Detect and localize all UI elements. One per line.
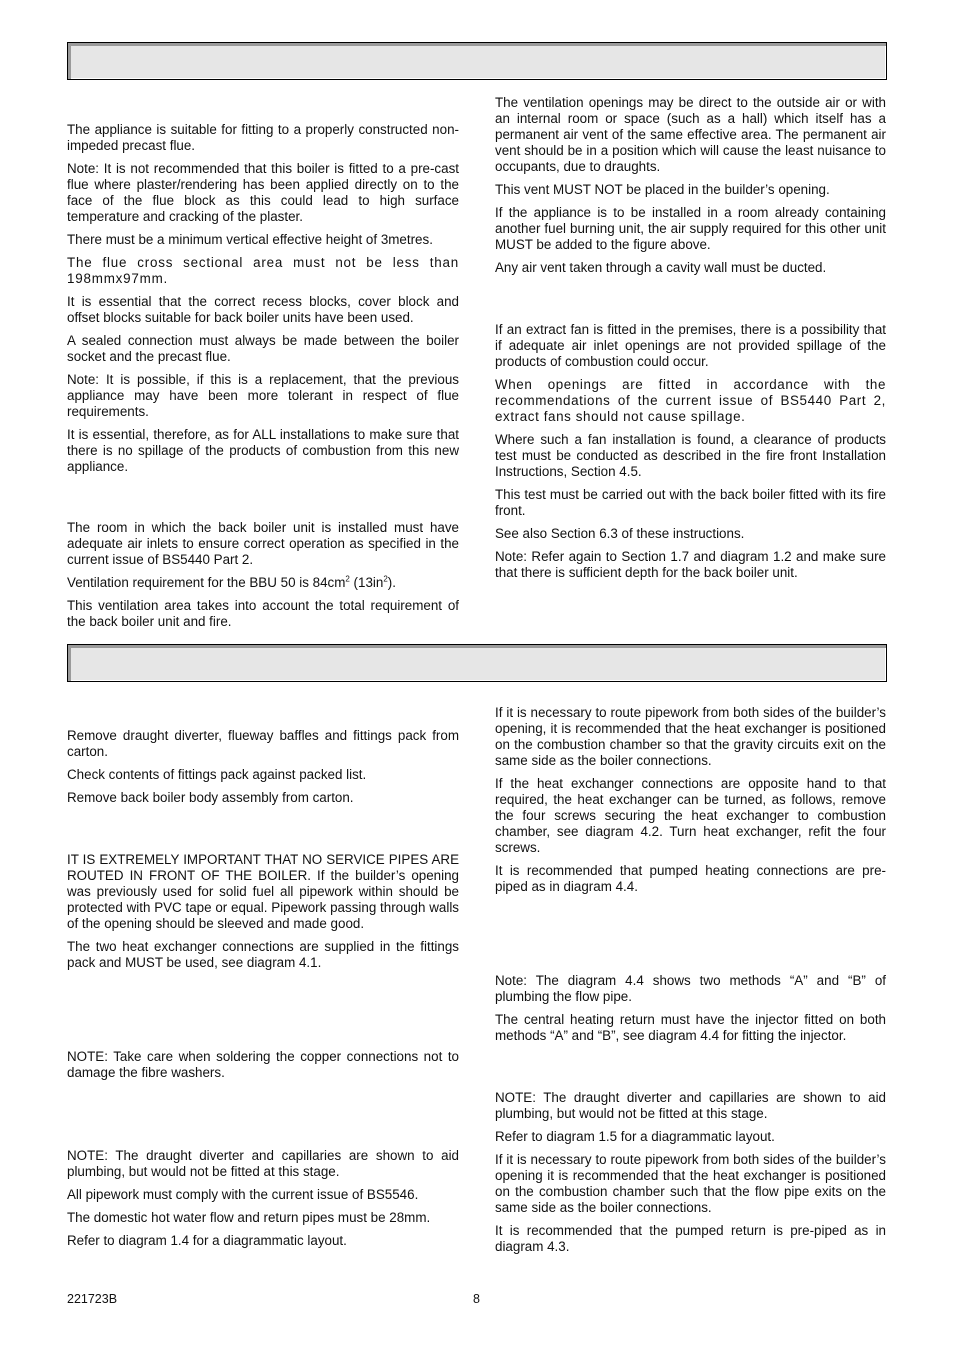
section-header-band-2 xyxy=(67,644,887,682)
paragraph: All pipework must comply with the current issue of BS5546. xyxy=(67,1187,419,1202)
paragraph: The central heating return must have the injector fitted on both methods “A” and “B”, see diagram 4.4 for fitting the injector. xyxy=(495,1012,886,1043)
document-code: 221723B xyxy=(67,1292,118,1306)
paragraph: If the heat exchanger connections are opposite hand to that required, the heat exchanger can be turned, as follows, remove the four screws securing the heat exchanger to combustion chamber, see diagram 4.2. Turn heat exchanger, refit the four screws. xyxy=(495,776,886,855)
paragraph: The room in which the back boiler unit is installed must have adequate air inlets to ensure correct operation as specified in the current issue of BS5440 Part 2. xyxy=(67,520,459,567)
paragraph: When openings are fitted in accordance with the recommendations of the current issue of BS5440 Part 2, extract fans should not cause spillage. xyxy=(495,377,886,424)
paragraph: The appliance is suitable for fitting to a properly constructed non-impeded precast flue. xyxy=(67,122,459,153)
section2-right-final xyxy=(495,1090,886,1262)
paragraph: Note: It is possible, if this is a replacement, that the previous appliance may have been more tolerant in respect of flue requirements. xyxy=(67,372,459,419)
section2-left-plumbing xyxy=(67,1148,459,1256)
paragraph: The domestic hot water flow and return pipes must be 28mm. xyxy=(67,1210,431,1225)
paragraph: It is essential, therefore, as for ALL installations to make sure that there is no spillage of the products of combustion from this new appliance. xyxy=(67,427,459,474)
paragraph: This vent MUST NOT be placed in the builder’s opening. xyxy=(495,182,830,197)
paragraph: Remove draught diverter, flueway baffles and fittings pack from carton. xyxy=(67,728,459,759)
paragraph: The flue cross sectional area must not be less than 198mmx97mm. xyxy=(67,255,459,286)
paragraph: Note: It is not recommended that this boiler is fitted to a pre-cast flue where plaster/rendering has been applied directly on to the face of the flue block as this could lead to high surface temperature and cracking of the plaster. xyxy=(67,161,459,224)
paragraph: It is recommended that pumped heating connections are pre-piped as in diagram 4.4. xyxy=(495,863,886,894)
paragraph: Note: Refer again to Section 1.7 and diagram 1.2 and make sure that there is sufficient depth for the back boiler unit. xyxy=(495,549,886,580)
paragraph: IT IS EXTREMELY IMPORTANT THAT NO SERVICE PIPES ARE ROUTED IN FRONT OF THE BOILER. If the builder’s opening was previously used for solid fuel all pipework within should be protected with PVC tape or equal. Pipework passing through walls of the opening should be sleeved and made good. xyxy=(67,852,459,931)
page-number: 8 xyxy=(473,1292,480,1306)
section2-right-methods xyxy=(495,973,886,1051)
paragraph: Any air vent taken through a cavity wall must be ducted. xyxy=(495,260,827,275)
section1-left-ventilation xyxy=(67,520,459,637)
paragraph: If it is necessary to route pipework from both sides of the builder’s opening it is recommended that the heat exchanger is positioned on the combustion chamber such that the flow pipe exits on the same side as the boiler connections. xyxy=(495,1152,886,1215)
section2-right-routing xyxy=(495,705,886,902)
paragraph: Remove back boiler body assembly from carton. xyxy=(67,790,354,805)
paragraph: The two heat exchanger connections are supplied in the fittings pack and MUST be used, see diagram 4.1. xyxy=(67,939,459,970)
paragraph: This ventilation area takes into account the total requirement of the back boiler unit and fire. xyxy=(67,598,459,629)
section2-left-unpacking xyxy=(67,728,459,813)
section2-left-pipes xyxy=(67,852,459,978)
paragraph: Refer to diagram 1.5 for a diagrammatic layout. xyxy=(495,1129,775,1144)
ventilation-requirement: Ventilation requirement for the BBU 50 is $84cm^2$ $(13in^2)$. xyxy=(67,574,396,590)
paragraph: Where such a fan installation is found, a clearance of products test must be conducted as described in the fire front Installation Instructions, Section 4.5. xyxy=(495,432,886,479)
paragraph: A sealed connection must always be made between the boiler socket and the precast flue. xyxy=(67,333,459,364)
paragraph: NOTE: Take care when soldering the copper connections not to damage the fibre washers. xyxy=(67,1049,459,1080)
section1-left-column xyxy=(67,122,459,482)
section1-right-extract-fan xyxy=(495,322,886,588)
section-header-band-1 xyxy=(67,42,887,80)
paragraph: This test must be carried out with the back boiler fitted with its fire front. xyxy=(495,487,886,518)
paragraph: If the appliance is to be installed in a room already containing another fuel burning unit, the air supply required for this other unit MUST be added to the figure above. xyxy=(495,205,886,252)
paragraph: The ventilation openings may be direct to the outside air or with an internal room or space (such as a hall) which itself has a permanent air vent of the same effective area. The permanent air vent should be in a position which will cause the least nuisance to occupants, due to draughts. xyxy=(495,95,886,174)
paragraph: Note: The diagram 4.4 shows two methods “A” and “B” of plumbing the flow pipe. xyxy=(495,973,886,1004)
paragraph: It is recommended that the pumped return is pre-piped as in diagram 4.3. xyxy=(495,1223,886,1254)
paragraph: If it is necessary to route pipework from both sides of the builder’s opening, it is recommended that the heat exchanger is positioned on the combustion chamber so that the gravity circuits exit on the same side as the boiler connections. xyxy=(495,705,886,768)
section2-left-solder-note xyxy=(67,1049,459,1088)
paragraph: NOTE: The draught diverter and capillaries are shown to aid plumbing, but would not be fitted at this stage. xyxy=(67,1148,459,1179)
paragraph: Check contents of fittings pack against packed list. xyxy=(67,767,367,782)
section1-right-column xyxy=(495,95,886,283)
paragraph: See also Section 6.3 of these instructions. xyxy=(495,526,745,541)
paragraph: Refer to diagram 1.4 for a diagrammatic layout. xyxy=(67,1233,347,1248)
paragraph: If an extract fan is fitted in the premises, there is a possibility that if adequate air inlet openings are not provided spillage of the products of combustion could occur. xyxy=(495,322,886,369)
paragraph: It is essential that the correct recess blocks, cover block and offset blocks suitable for back boiler units have been used. xyxy=(67,294,459,325)
paragraph: There must be a minimum vertical effective height of 3metres. xyxy=(67,232,433,247)
paragraph: NOTE: The draught diverter and capillaries are shown to aid plumbing, but would not be fitted at this stage. xyxy=(495,1090,886,1121)
